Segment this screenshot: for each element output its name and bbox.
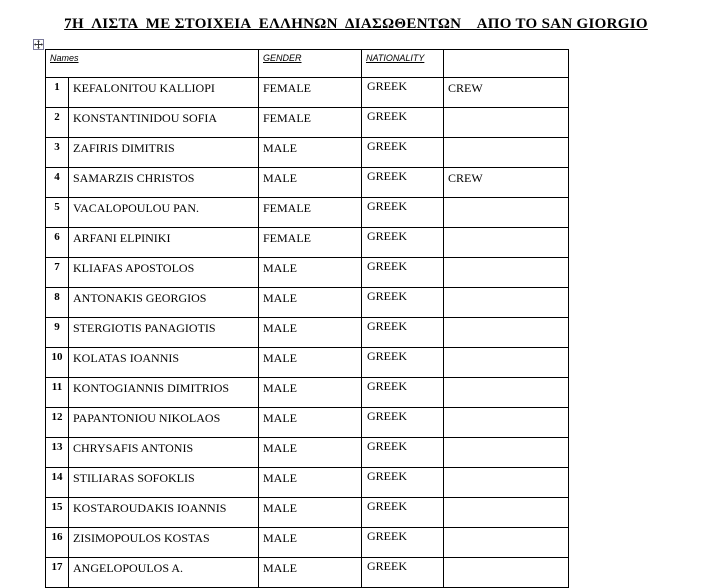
row-number: 15	[46, 498, 69, 528]
nationality-cell: GREEK	[362, 138, 444, 168]
table-row	[46, 528, 569, 558]
name-cell: CHRYSAFIS ANTONIS	[69, 438, 259, 468]
table-row	[46, 438, 569, 468]
role-cell	[444, 528, 569, 558]
nationality-cell: GREEK	[362, 78, 444, 108]
row-number: 12	[46, 408, 69, 438]
role-cell	[444, 348, 569, 378]
name-cell: STERGIOTIS PANAGIOTIS	[69, 318, 259, 348]
name-cell: KLIAFAS APOSTOLOS	[69, 258, 259, 288]
nationality-cell: GREEK	[362, 498, 444, 528]
gender-header: GENDER	[259, 50, 362, 78]
gender-cell: MALE	[259, 378, 362, 408]
name-cell: PAPANTONIOU NIKOLAOS	[69, 408, 259, 438]
nationality-cell: GREEK	[362, 258, 444, 288]
role-cell: CREW	[444, 78, 569, 108]
nationality-cell: GREEK	[362, 468, 444, 498]
name-cell: STILIARAS SOFOKLIS	[69, 468, 259, 498]
role-cell	[444, 318, 569, 348]
table-row	[46, 168, 569, 198]
gender-cell: MALE	[259, 438, 362, 468]
role-cell: CREW	[444, 168, 569, 198]
gender-cell: FEMALE	[259, 198, 362, 228]
nationality-header: NATIONALITY	[362, 50, 444, 78]
nationality-cell: GREEK	[362, 558, 444, 588]
row-number: 10	[46, 348, 69, 378]
row-number: 14	[46, 468, 69, 498]
name-cell: KEFALONITOU KALLIOPI	[69, 78, 259, 108]
gender-cell: MALE	[259, 258, 362, 288]
row-number: 7	[46, 258, 69, 288]
row-number: 2	[46, 108, 69, 138]
name-cell: SAMARZIS CHRISTOS	[69, 168, 259, 198]
nationality-cell: GREEK	[362, 408, 444, 438]
row-number: 17	[46, 558, 69, 588]
nationality-cell: GREEK	[362, 168, 444, 198]
gender-cell: MALE	[259, 348, 362, 378]
role-cell	[444, 288, 569, 318]
nationality-cell: GREEK	[362, 228, 444, 258]
table-header-row	[46, 50, 569, 78]
gender-cell: FEMALE	[259, 78, 362, 108]
table-row	[46, 318, 569, 348]
row-number: 4	[46, 168, 69, 198]
page-title: 7Η ΛΙΣΤΑ ΜΕ ΣΤΟΙΧΕΙΑ ΕΛΛΗΝΩΝ ΔΙΑΣΩΘΕΝΤΩΝ ΑΠΟ ΤΟ SAN GIORGIO	[64, 16, 648, 32]
table-row	[46, 558, 569, 588]
name-cell: ARFANI ELPINIKI	[69, 228, 259, 258]
table-row	[46, 408, 569, 438]
table-row	[46, 138, 569, 168]
row-number: 5	[46, 198, 69, 228]
name-cell: VACALOPOULOU PAN.	[69, 198, 259, 228]
nationality-cell: GREEK	[362, 108, 444, 138]
gender-cell: MALE	[259, 528, 362, 558]
role-cell	[444, 108, 569, 138]
role-cell	[444, 498, 569, 528]
table-row	[46, 108, 569, 138]
name-cell: KONTOGIANNIS DIMITRIOS	[69, 378, 259, 408]
row-number: 16	[46, 528, 69, 558]
row-number: 8	[46, 288, 69, 318]
table-row	[46, 498, 569, 528]
role-cell	[444, 408, 569, 438]
row-number: 9	[46, 318, 69, 348]
nationality-cell: GREEK	[362, 288, 444, 318]
role-cell	[444, 198, 569, 228]
row-number: 3	[46, 138, 69, 168]
nationality-cell: GREEK	[362, 348, 444, 378]
table-row	[46, 378, 569, 408]
row-number: 1	[46, 78, 69, 108]
gender-cell: MALE	[259, 468, 362, 498]
nationality-cell: GREEK	[362, 438, 444, 468]
table-row	[46, 198, 569, 228]
row-number: 6	[46, 228, 69, 258]
gender-cell: FEMALE	[259, 228, 362, 258]
names-header: Names	[46, 50, 259, 78]
role-cell	[444, 438, 569, 468]
gender-cell: MALE	[259, 498, 362, 528]
table-row	[46, 258, 569, 288]
role-cell	[444, 468, 569, 498]
table-row	[46, 348, 569, 378]
nationality-cell: GREEK	[362, 378, 444, 408]
gender-cell: MALE	[259, 408, 362, 438]
gender-cell: MALE	[259, 558, 362, 588]
survivors-table	[45, 49, 569, 588]
role-cell	[444, 138, 569, 168]
gender-cell: FEMALE	[259, 108, 362, 138]
name-cell: ZISIMOPOULOS KOSTAS	[69, 528, 259, 558]
name-cell: ZAFIRIS DIMITRIS	[69, 138, 259, 168]
name-cell: ANGELOPOULOS A.	[69, 558, 259, 588]
name-cell: KOSTAROUDAKIS IOANNIS	[69, 498, 259, 528]
nationality-cell: GREEK	[362, 528, 444, 558]
role-cell	[444, 258, 569, 288]
empty-header-cell	[444, 50, 569, 78]
table-row	[46, 78, 569, 108]
row-number: 11	[46, 378, 69, 408]
table-row	[46, 468, 569, 498]
row-number: 13	[46, 438, 69, 468]
nationality-cell: GREEK	[362, 198, 444, 228]
name-cell: ANTONAKIS GEORGIOS	[69, 288, 259, 318]
gender-cell: MALE	[259, 138, 362, 168]
table-move-handle-icon[interactable]	[33, 39, 44, 50]
table-row	[46, 288, 569, 318]
name-cell: KOLATAS IOANNIS	[69, 348, 259, 378]
gender-cell: MALE	[259, 168, 362, 198]
name-cell: KONSTANTINIDOU SOFIA	[69, 108, 259, 138]
role-cell	[444, 558, 569, 588]
gender-cell: MALE	[259, 318, 362, 348]
role-cell	[444, 378, 569, 408]
role-cell	[444, 228, 569, 258]
gender-cell: MALE	[259, 288, 362, 318]
table-row	[46, 228, 569, 258]
nationality-cell: GREEK	[362, 318, 444, 348]
